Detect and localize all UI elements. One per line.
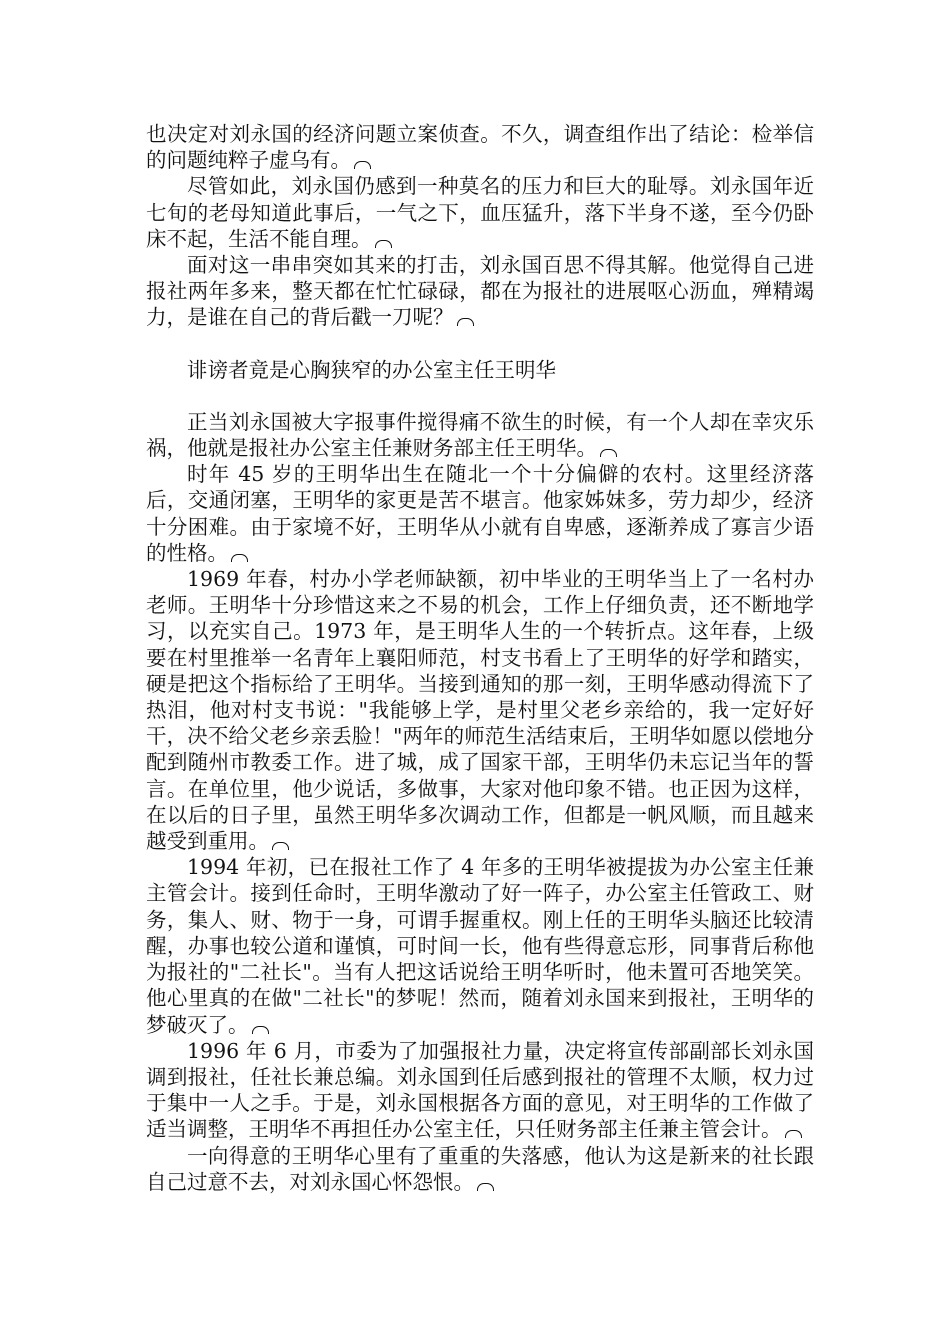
- paragraph-mark-icon: [477, 1183, 494, 1191]
- paragraph-mark-icon: [231, 554, 248, 562]
- paragraph-mark-icon: [375, 240, 392, 248]
- paragraph-mark-icon: [785, 1130, 802, 1138]
- section-heading: 诽谤者竟是心胸狭窄的办公室主任王明华: [187, 357, 556, 382]
- paragraph-mark-icon: [354, 161, 371, 169]
- paragraph-6: [146, 566, 814, 854]
- paragraph-5: [146, 461, 814, 566]
- paragraph-text: 一向得意的王明华心里有了重重的失落感，他认为这是新来的社长跟自己过意不去，对刘永国心怀怨恨。: [146, 1143, 814, 1194]
- paragraph-mark-icon: [457, 318, 474, 326]
- paragraph-text: 正当刘永国被大字报事件搅得痛不欲生的时候，有一个人却在幸灾乐祸，他就是报社办公室主任兼财务部主任王明华。: [146, 409, 814, 461]
- paragraph-9: [146, 1143, 814, 1195]
- paragraph-3: [146, 252, 814, 331]
- paragraph-text: 1996 年 6 月，市委为了加强报社力量，决定将宣传部副部长刘永国调到报社，任社长兼总编。刘永国到任后感到报社的管理不太顺，权力过于集中一人之手。于是，刘永国根据各方面的意见，对王明华的工作做了适当调整，王明华不再担任办公室主任，只任财务部主任兼主管会计。: [146, 1038, 814, 1142]
- paragraph-1: [146, 121, 814, 173]
- paragraph-4: [146, 409, 814, 461]
- paragraph-text: 1994 年初，已在报社工作了 4 年多的王明华被提拔为办公室主任兼主管会计。接到任命时，王明华激动了好一阵子，办公室主任管政工、财务，集人、财、物于一身，可谓手握重权。刚上任的王明华头脑还比较清醒，办事也较公道和谨慎，可时间一长，他有些得意忘形，同事背后称他为报社的"二社长"。当有人把这话说给王明华听时，他未置可否地笑笑。他心里真的在做"二社长"的梦呢！然而，随着刘永国来到报社，王明华的梦破灭了。: [146, 855, 814, 1037]
- paragraph-text: 也决定对刘永国的经济问题立案侦查。不久，调查组作出了结论：检举信的问题纯粹子虚乌有。: [146, 122, 814, 173]
- paragraph-text: 1969 年春，村办小学老师缺额，初中毕业的王明华当上了一名村办老师。王明华十分珍惜这来之不易的机会，工作上仔细负责，还不断地学习，以充实自己。1973 年，是王明华人生的一个转折点。这年春，上级要在村里推举一名青年上襄阳师范，村支书看上了王明华的好学和踏实，硬是把这个指标给了王明华。当接到通知的那一刻，王明华感动得流下了热泪，他对村支书说："我能够上学，是村里父老乡亲给的，我一定好好干，决不给父老乡亲丢脸！"两年的师范生活结束后，王明华如愿以偿地分配到随州市教委工作。进了城，成了国家干部，王明华仍未忘记当年的誓言。在单位里，他少说话，多做事，大家对他印象不错。也正因为这样，在以后的日子里，虽然王明华多次调动工作，但都是一帆风顺，而且越来越受到重用。: [146, 567, 814, 854]
- paragraph-text: 尽管如此，刘永国仍感到一种莫名的压力和巨大的耻辱。刘永国年近七旬的老母知道此事后，一气之下，血压猛升，落下半身不遂，至今仍卧床不起，生活不能自理。: [146, 174, 814, 251]
- paragraph-text: 面对这一串串突如其来的打击，刘永国百思不得其解。他觉得自己进报社两年多来，整天都在忙忙碌碌，都在为报社的进展呕心沥血，殚精竭力，是谁在自己的背后戳一刀呢？: [146, 253, 814, 330]
- paragraph-mark-icon: [600, 449, 617, 457]
- paragraph-7: [146, 854, 814, 1037]
- paragraph-2: [146, 173, 814, 252]
- document-page: [146, 121, 814, 1195]
- paragraph-mark-icon: [272, 842, 289, 850]
- paragraph-mark-icon: [252, 1026, 269, 1034]
- paragraph-8: [146, 1038, 814, 1143]
- paragraph-text: 时年 45 岁的王明华出生在随北一个十分偏僻的农村。这里经济落后，交通闭塞，王明华的家更是苦不堪言。他家姊妹多，劳力却少，经济十分困难。由于家境不好，王明华从小就有自卑感，逐渐养成了寡言少语的性格。: [146, 462, 814, 565]
